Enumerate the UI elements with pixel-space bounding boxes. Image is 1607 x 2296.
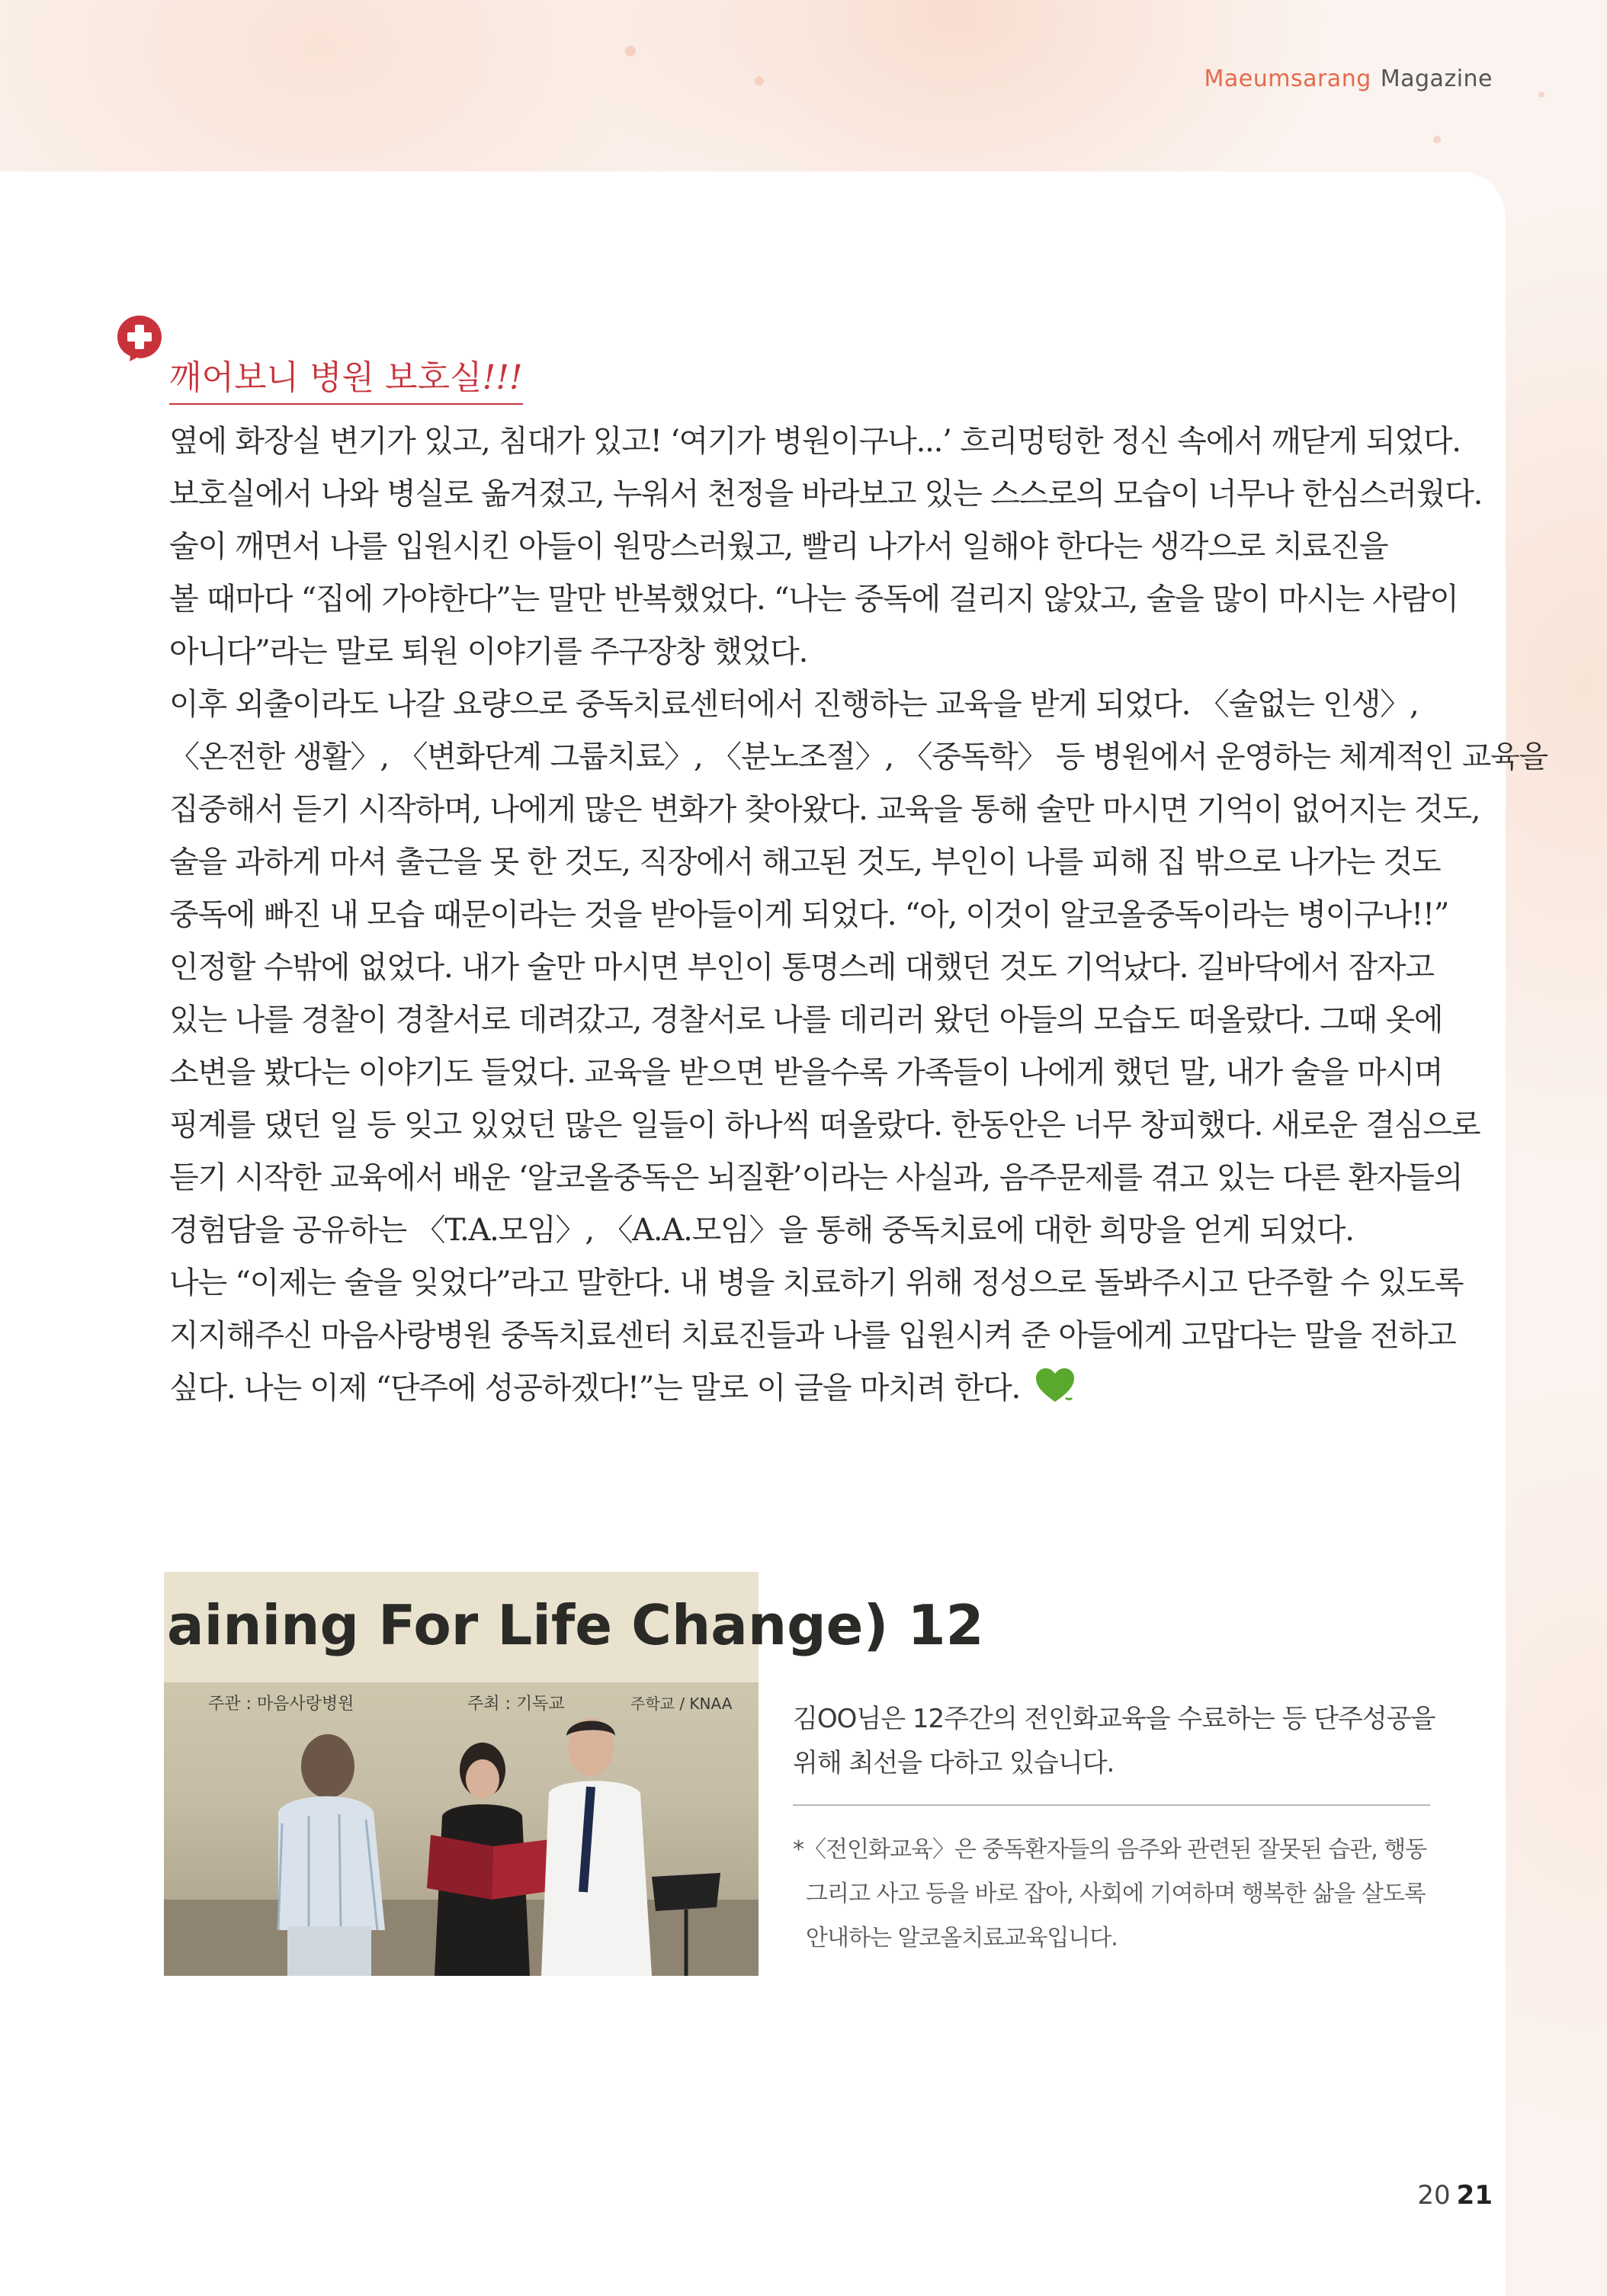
body-line: 아니다”라는 말로 퇴원 이야기를 주구장창 했었다. <box>169 634 808 669</box>
body-line: 나는 “이제는 술을 잊었다”라고 말한다. 내 병을 치료하기 위해 정성으로 돌봐주시고 단주할 수 있도록 <box>169 1265 1464 1300</box>
body-line: 중독에 빠진 내 모습 때문이라는 것을 받아들이게 되었다. “아, 이것이 알코올중독이라는 병이구나!!” <box>169 897 1449 932</box>
body-line: 옆에 화장실 변기가 있고, 침대가 있고! ‘여기가 병원이구나...’ 흐리멍텅한 정신 속에서 깨닫게 되었다. <box>169 424 1461 459</box>
body-line: 인정할 수밖에 없었다. 내가 술만 마시면 부인이 통명스레 대했던 것도 기억났다. 길바닥에서 잠자고 <box>169 950 1434 985</box>
page-numbers <box>1417 2180 1493 2211</box>
caption-line: 위해 최선을 다하고 있습니다. <box>793 1748 1115 1778</box>
section-title <box>169 358 523 405</box>
photo-banner-text: aining For Life Change) 12 <box>167 1593 984 1657</box>
body-line: 집중해서 듣기 시작하며, 나에게 많은 변화가 찾아왔다. 교육을 통해 술만 마시면 기억이 없어지는 것도, <box>169 792 1480 827</box>
caption-line: 김OO님은 12주간의 전인화교육을 수료하는 등 단주성공을 <box>793 1704 1435 1734</box>
running-head-magazine: Magazine <box>1380 66 1493 92</box>
article-body <box>169 415 1548 1415</box>
photo-banner-sub-far: 주학교 / KNAA <box>630 1695 733 1713</box>
plus-circle-icon <box>114 313 165 363</box>
body-line: 지지해주신 마음사랑병원 중독치료센터 치료진들과 나를 입원시켜 준 아들에게 고맙다는 말을 전하고 <box>169 1318 1456 1353</box>
body-line: 있는 나를 경찰이 경찰서로 데려갔고, 경찰서로 나를 데리러 왔던 아들의 모습도 떠올랐다. 그때 옷에 <box>169 1002 1443 1037</box>
photo-banner-sub-right: 주최 : 기독교 <box>467 1695 565 1714</box>
footnote-line: 그리고 사고 등을 바로 잡아, 사회에 기여하며 행복한 삶을 살도록 <box>806 1881 1426 1907</box>
body-line: 보호실에서 나와 병실로 옮겨졌고, 누워서 천정을 바라보고 있는 스스로의 모습이 너무나 한심스러웠다. <box>169 476 1483 511</box>
section-title-text: 깨어보니 병원 보호실 <box>169 358 483 397</box>
footnote-line: 안내하는 알코올치료교육입니다. <box>806 1925 1118 1951</box>
body-line-last-text: 싶다. 나는 이제 “단주에 성공하겠다!”는 말로 이 글을 마치려 한다. <box>169 1371 1021 1406</box>
body-line: 술이 깨면서 나를 입원시킨 아들이 원망스러웠고, 빨리 나가서 일해야 한다는 생각으로 치료진을 <box>169 529 1388 564</box>
footnote-line: *〈전인화교육〉은 중독환자들의 음주와 관련된 잘못된 습관, 행동 <box>793 1836 1427 1863</box>
body-line: 볼 때마다 “집에 가야한다”는 말만 반복했었다. “나는 중독에 걸리지 않았고, 술을 많이 마시는 사람이 <box>169 582 1458 617</box>
body-line: 핑계를 댔던 일 등 잊고 있었던 많은 일들이 하나씩 떠올랐다. 한동안은 너무 창피했다. 새로운 결심으로 <box>169 1108 1480 1143</box>
section-title-exclaim: !!! <box>482 358 523 397</box>
footnote <box>793 1828 1437 1961</box>
running-head <box>1204 66 1493 92</box>
running-head-brand: Maeumsarang <box>1204 66 1371 92</box>
decorative-dot <box>1433 136 1441 143</box>
decorative-dot <box>755 76 764 85</box>
page-number-right: 21 <box>1456 2180 1493 2211</box>
photo-banner-sub-left: 주관 : 마음사랑병원 <box>208 1695 354 1714</box>
photo-caption <box>793 1697 1433 1785</box>
body-line: 듣기 시작한 교육에서 배운 ‘알코올중독은 뇌질환’이라는 사실과, 음주문제를 겪고 있는 다른 환자들의 <box>169 1160 1463 1195</box>
body-line: 경험담을 공유하는 〈T.A.모임〉, 〈A.A.모임〉을 통해 중독치료에 대한 희망을 얻게 되었다. <box>169 1213 1354 1248</box>
decorative-dot <box>1538 91 1544 98</box>
body-line: 소변을 봤다는 이야기도 들었다. 교육을 받으면 받을수록 가족들이 나에게 했던 말, 내가 술을 마시며 <box>169 1055 1443 1090</box>
green-heart-icon <box>1034 1366 1076 1404</box>
caption-divider <box>793 1804 1430 1806</box>
body-line: 〈온전한 생활〉, 〈변화단계 그룹치료〉, 〈분노조절〉, 〈중독학〉 등 병원에서 운영하는 체계적인 교육을 <box>169 739 1548 774</box>
decorative-dot <box>625 46 636 56</box>
body-line: 이후 외출이라도 나갈 요량으로 중독치료센터에서 진행하는 교육을 받게 되었다. 〈술없는 인생〉, <box>169 687 1419 722</box>
page-number-left: 20 <box>1417 2180 1451 2211</box>
body-line: 술을 과하게 마셔 출근을 못 한 것도, 직장에서 해고된 것도, 부인이 나를 피해 집 밖으로 나가는 것도 <box>169 845 1441 880</box>
body-line-last <box>169 1362 1429 1415</box>
